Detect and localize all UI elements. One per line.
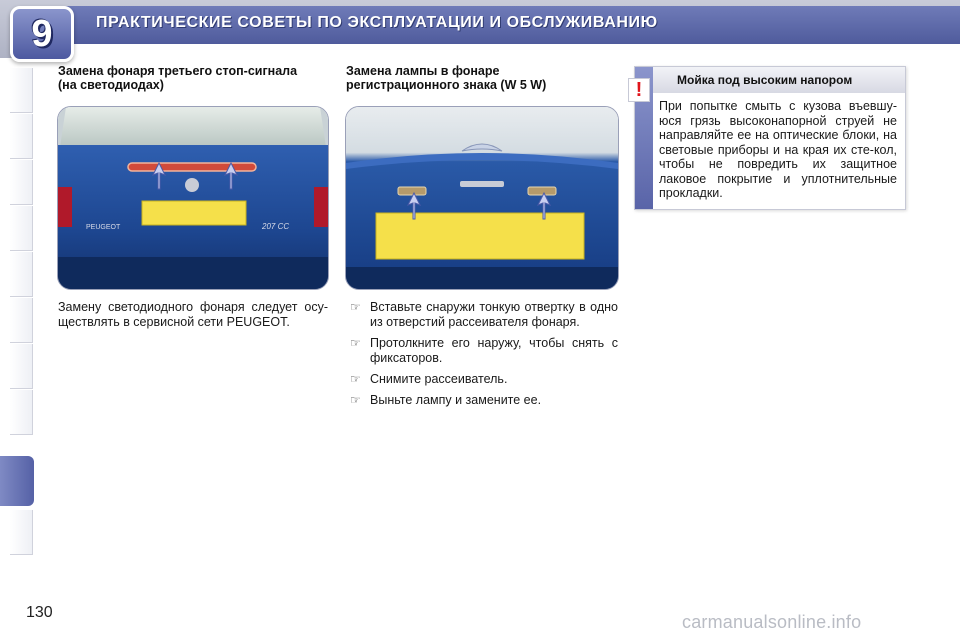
chapter-number: 9	[31, 12, 53, 55]
list-item	[346, 336, 618, 366]
car-rear-illustration	[58, 107, 328, 289]
chapter-badge	[10, 6, 74, 62]
chapter-tab[interactable]	[10, 298, 33, 343]
section-title-third-brake-light	[58, 64, 328, 92]
warning-title: Мойка под высоким напором	[677, 73, 853, 87]
left-body-text: Замену светодиодного фонаря следует осу-ществлять в сервисной сети PEUGEOT.	[58, 300, 328, 329]
chapter-tab[interactable]	[10, 68, 33, 113]
header-fold	[60, 44, 960, 58]
section-title-line: регистрационного знака (W 5 W)	[346, 78, 547, 92]
photo-plate-lamp	[345, 106, 619, 290]
hand-pointer-icon: ☞	[350, 300, 361, 314]
chapter-tab[interactable]	[10, 510, 33, 555]
page-number: 130	[26, 604, 53, 621]
chapter-tab[interactable]	[10, 344, 33, 389]
plate-lamp-illustration	[346, 107, 618, 289]
hand-pointer-icon: ☞	[350, 372, 361, 386]
step-text: Протолкните его наружу, чтобы снять с фиксаторов.	[370, 336, 618, 365]
list-item	[346, 300, 618, 330]
list-item	[346, 393, 618, 408]
chapter-tabs	[0, 60, 34, 580]
chapter-tab[interactable]	[10, 114, 33, 159]
exclamation-icon: !	[628, 78, 650, 102]
list-item	[346, 372, 618, 387]
car-brand-badge: PEUGEOT	[86, 224, 121, 231]
chapter-tab[interactable]	[10, 160, 33, 205]
watermark: carmanualsonline.info	[682, 612, 862, 632]
warning-box	[634, 66, 906, 210]
step-text: Выньте лампу и замените ее.	[370, 393, 542, 407]
car-model-badge: 207 CC	[262, 222, 290, 231]
section-title-plate-lamp	[346, 64, 618, 92]
chapter-tab[interactable]	[10, 390, 33, 435]
warning-text: При попытке смыть с кузова въевшу-юся грязь высоконапорной струей не направляйте ее на оптические блоки, на световые приборы и на края их сте-кол, чтобы не повредить их защитное лаковое покрытие и уплотнительные прокладки.	[659, 99, 897, 200]
section-title-line: Замена лампы в фонаре	[346, 64, 500, 78]
hand-pointer-icon: ☞	[350, 336, 361, 350]
step-text: Вставьте снаружи тонкую отвертку в одно из отверстий рассеивателя фонаря.	[370, 300, 618, 329]
warning-header	[653, 67, 905, 93]
steps-list	[346, 300, 618, 414]
section-title-line: Замена фонаря третьего стоп-сигнала	[58, 64, 298, 78]
page-title: ПРАКТИЧЕСКИЕ СОВЕТЫ ПО ЭКСПЛУАТАЦИИ И ОБСЛУЖИВАНИЮ	[96, 14, 658, 31]
chapter-tab[interactable]	[10, 252, 33, 297]
step-text: Снимите рассеиватель.	[370, 372, 508, 386]
page-header	[0, 0, 960, 58]
section-title-line: (на светодиодах)	[58, 78, 164, 92]
hand-pointer-icon: ☞	[350, 393, 361, 407]
photo-third-brake-light	[57, 106, 329, 290]
chapter-tab-active[interactable]	[0, 456, 34, 506]
chapter-tab[interactable]	[10, 206, 33, 251]
